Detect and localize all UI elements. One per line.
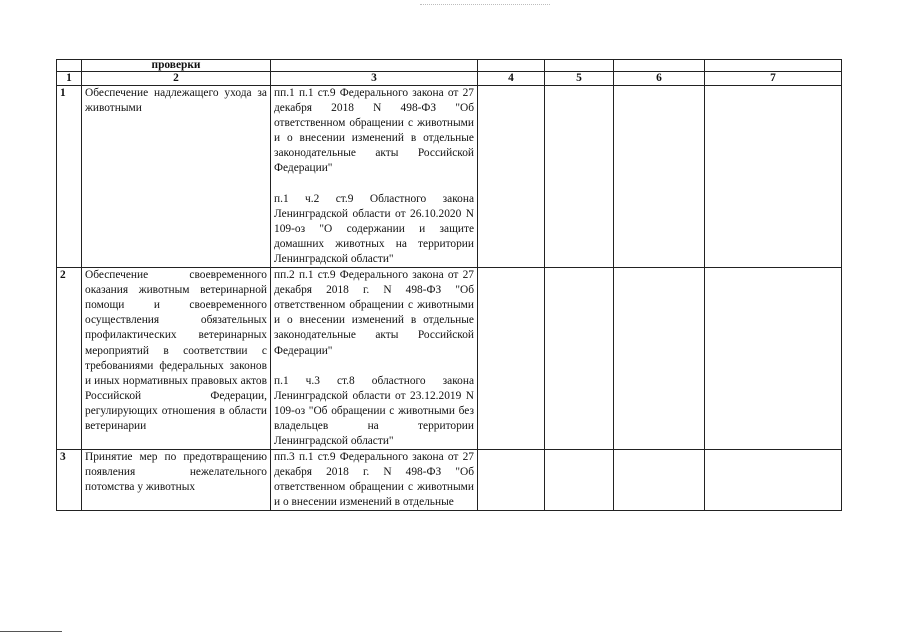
header-cell-1 <box>57 60 82 72</box>
inspection-checklist-table <box>56 59 842 511</box>
column-number: 4 <box>478 72 545 86</box>
table-row <box>57 86 842 268</box>
header-cell-7 <box>705 60 842 72</box>
empty-cell <box>705 450 842 511</box>
empty-cell <box>478 268 545 450</box>
empty-cell <box>614 86 705 268</box>
legal-reference-cell <box>271 86 478 268</box>
table-row <box>57 268 842 450</box>
column-number: 2 <box>82 72 271 86</box>
header-cell-6 <box>614 60 705 72</box>
paragraph-gap <box>274 177 474 192</box>
header-cell-3 <box>271 60 478 72</box>
header-continuation-row <box>57 60 842 72</box>
header-cell-5 <box>545 60 614 72</box>
empty-cell <box>545 268 614 450</box>
empty-cell <box>545 86 614 268</box>
legal-reference: пп.1 п.1 ст.9 Федерального закона от 27 декабря 2018 N 498-ФЗ "Об ответственном обращении с животными и о внесении изменений в отдельные законодательные акты Российской Федерации" <box>274 87 474 175</box>
column-number: 5 <box>545 72 614 86</box>
page-edge-line <box>0 631 62 632</box>
empty-cell <box>705 86 842 268</box>
legal-reference: пп.2 п.1 ст.9 Федерального закона от 27 декабря 2018 г. N 498-ФЗ "Об ответственном обращении с животными и о внесении изменений в отдельные законодательные акты Российской Федерации" <box>274 269 474 357</box>
column-number: 3 <box>271 72 478 86</box>
row-number: 1 <box>57 86 82 268</box>
legal-reference-cell <box>271 268 478 450</box>
requirement-cell: Обеспечение надлежащего ухода за животными <box>82 86 271 268</box>
empty-cell <box>478 86 545 268</box>
legal-reference-cell <box>271 450 478 511</box>
column-number: 6 <box>614 72 705 86</box>
column-number: 7 <box>705 72 842 86</box>
requirement-cell: Обеспечение своевременного оказания животным ветеринарной помощи и своевременного осуществления обязательных профилактических ветеринарных мероприятий в соответствии с требованиями федеральных законов и иных нормативных правовых актов Российской Федерации, регулирующих отношения в области ветеринарии <box>82 268 271 450</box>
row-number: 2 <box>57 268 82 450</box>
page-number-area <box>420 0 550 5</box>
empty-cell <box>614 268 705 450</box>
header-cell-4 <box>478 60 545 72</box>
legal-reference: п.1 ч.2 ст.9 Областного закона Ленинградской области от 26.10.2020 N 109-оз "О содержании и защите домашних животных на территории Ленинградской области" <box>274 192 474 265</box>
requirement-cell: Принятие мер по предотвращению появления нежелательного потомства у животных <box>82 450 271 511</box>
empty-cell <box>705 268 842 450</box>
column-number: 1 <box>57 72 82 86</box>
empty-cell <box>545 450 614 511</box>
header-cell-2: проверки <box>82 60 271 72</box>
legal-reference: пп.3 п.1 ст.9 Федерального закона от 27 декабря 2018 г. N 498-ФЗ "Об ответственном обращении с животными и о внесении изменений в отдельные <box>274 451 474 509</box>
empty-cell <box>478 450 545 511</box>
row-number: 3 <box>57 450 82 511</box>
empty-cell <box>614 450 705 511</box>
column-number-row <box>57 72 842 86</box>
table-row <box>57 450 842 511</box>
paragraph-gap <box>274 359 474 374</box>
legal-reference: п.1 ч.3 ст.8 областного закона Ленинградской области от 23.12.2019 N 109-оз "Об обращении с животными без владельцев на территории Ленинградской области" <box>274 374 474 447</box>
